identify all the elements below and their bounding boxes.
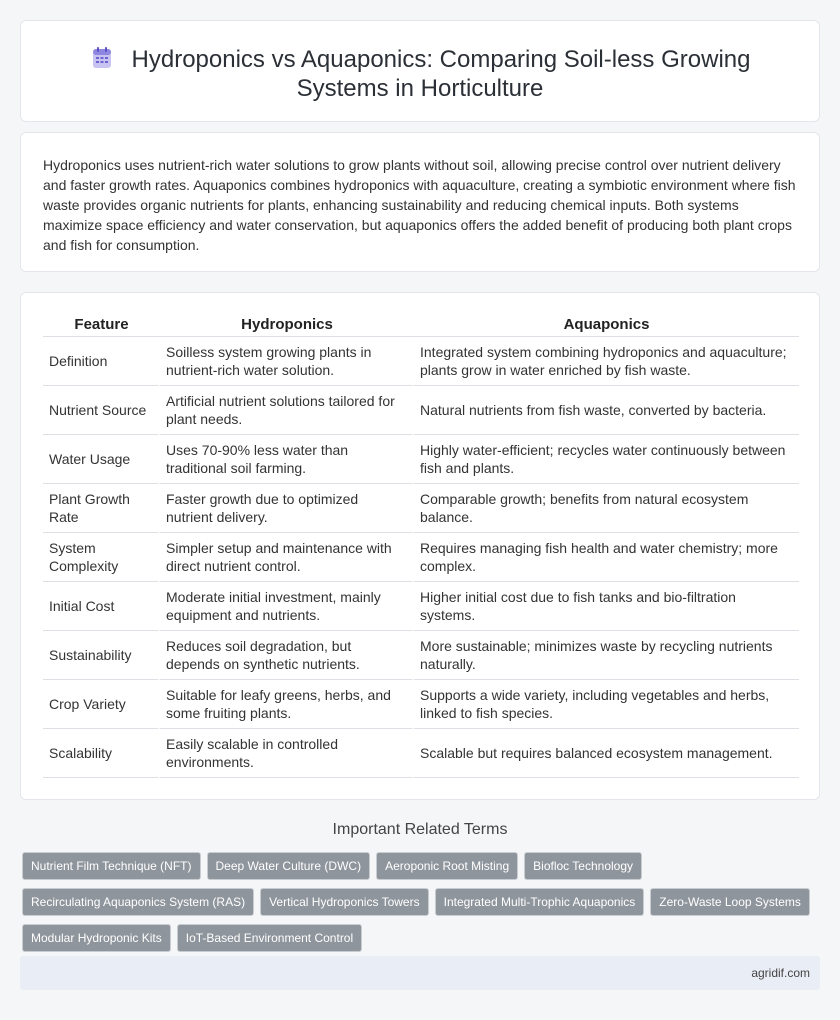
related-term-tag[interactable]: Modular Hydroponic Kits [22, 924, 171, 952]
cell-hydroponics: Reduces soil degradation, but depends on synthetic nutrients. [160, 631, 414, 680]
table-row [43, 729, 799, 778]
cell-aquaponics: Natural nutrients from fish waste, converted by bacteria. [414, 386, 799, 435]
cell-hydroponics: Soilless system growing plants in nutrient-rich water solution. [160, 337, 414, 386]
cell-hydroponics: Artificial nutrient solutions tailored for plant needs. [160, 386, 414, 435]
cell-hydroponics: Easily scalable in controlled environments. [160, 729, 414, 778]
table-row [43, 680, 799, 729]
cell-feature: System Complexity [43, 533, 160, 582]
comparison-table [43, 315, 799, 778]
cell-hydroponics: Suitable for leafy greens, herbs, and some fruiting plants. [160, 680, 414, 729]
table-row [43, 386, 799, 435]
cell-aquaponics: More sustainable; minimizes waste by recycling nutrients naturally. [414, 631, 799, 680]
cell-aquaponics: Scalable but requires balanced ecosystem management. [414, 729, 799, 778]
cell-feature: Scalability [43, 729, 160, 778]
table-row [43, 484, 799, 533]
related-terms-list [22, 852, 822, 960]
table-header-row [43, 315, 799, 337]
summary-card [20, 132, 820, 272]
cell-feature: Water Usage [43, 435, 160, 484]
related-term-tag[interactable]: IoT-Based Environment Control [177, 924, 362, 952]
cell-hydroponics: Faster growth due to optimized nutrient delivery. [160, 484, 414, 533]
table-row [43, 337, 799, 386]
related-term-tag[interactable]: Nutrient Film Technique (NFT) [22, 852, 201, 880]
table-row [43, 533, 799, 582]
related-term-tag[interactable]: Zero-Waste Loop Systems [650, 888, 810, 916]
table-row [43, 582, 799, 631]
page-title: Hydroponics vs Aquaponics: Comparing Soil-less Growing Systems in Horticulture [131, 46, 751, 102]
cell-hydroponics: Simpler setup and maintenance with direct nutrient control. [160, 533, 414, 582]
related-term-tag[interactable]: Vertical Hydroponics Towers [260, 888, 429, 916]
column-header-feature: Feature [43, 315, 160, 337]
cell-aquaponics: Comparable growth; benefits from natural ecosystem balance. [414, 484, 799, 533]
cell-aquaponics: Requires managing fish health and water chemistry; more complex. [414, 533, 799, 582]
cell-aquaponics: Integrated system combining hydroponics and aquaculture; plants grow in water enriched by fish waste. [414, 337, 799, 386]
related-term-tag[interactable]: Aeroponic Root Misting [376, 852, 518, 880]
footer [20, 956, 820, 990]
document-icon [90, 46, 114, 70]
related-term-tag[interactable]: Deep Water Culture (DWC) [207, 852, 371, 880]
cell-feature: Crop Variety [43, 680, 160, 729]
cell-aquaponics: Higher initial cost due to fish tanks and bio-filtration systems. [414, 582, 799, 631]
cell-hydroponics: Uses 70-90% less water than traditional soil farming. [160, 435, 414, 484]
cell-aquaponics: Highly water-efficient; recycles water continuously between fish and plants. [414, 435, 799, 484]
cell-feature: Initial Cost [43, 582, 160, 631]
related-term-tag[interactable]: Integrated Multi-Trophic Aquaponics [435, 888, 645, 916]
cell-aquaponics: Supports a wide variety, including vegetables and herbs, linked to fish species. [414, 680, 799, 729]
title-card [20, 20, 820, 122]
cell-feature: Nutrient Source [43, 386, 160, 435]
related-term-tag[interactable]: Recirculating Aquaponics System (RAS) [22, 888, 254, 916]
comparison-table-card [20, 292, 820, 800]
cell-feature: Plant Growth Rate [43, 484, 160, 533]
table-row [43, 435, 799, 484]
related-term-tag[interactable]: Biofloc Technology [524, 852, 642, 880]
related-terms-title: Important Related Terms [332, 821, 508, 838]
cell-hydroponics: Moderate initial investment, mainly equipment and nutrients. [160, 582, 414, 631]
table-row [43, 631, 799, 680]
column-header-hydroponics: Hydroponics [160, 315, 414, 337]
cell-feature: Sustainability [43, 631, 160, 680]
column-header-aquaponics: Aquaponics [414, 315, 799, 337]
page-title-wrap [21, 45, 819, 103]
cell-feature: Definition [43, 337, 160, 386]
footer-site[interactable]: agridif.com [751, 966, 810, 980]
summary-paragraph: Hydroponics uses nutrient-rich water solutions to grow plants without soil, allowing precise control over nutrient delivery and faster growth rates. Aquaponics combines hydroponics with aquaculture, creating a symbiotic environment where fish waste provides organic nutrients for plants, enhancing sustainability and reducing chemical inputs. Both systems maximize space efficiency and water conservation, but aquaponics offers the added benefit of producing both plant crops and fish for consumption. [43, 157, 796, 253]
